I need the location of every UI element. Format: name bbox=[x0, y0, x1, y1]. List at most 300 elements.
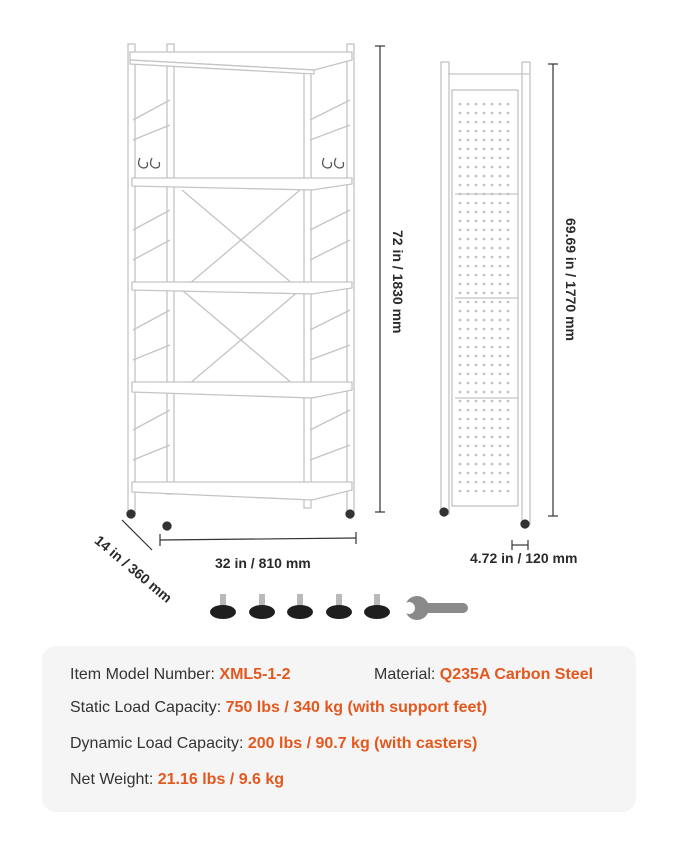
perforation-dot bbox=[499, 355, 502, 358]
perforation-dot bbox=[475, 112, 478, 115]
perforation-dot bbox=[475, 193, 478, 196]
perforation-dot bbox=[507, 400, 510, 403]
perforation-dot bbox=[459, 283, 462, 286]
perforation-dot bbox=[507, 481, 510, 484]
perforation-dot bbox=[491, 391, 494, 394]
perforation-dot bbox=[467, 373, 470, 376]
perforation-dot bbox=[507, 445, 510, 448]
perforation-dot bbox=[491, 400, 494, 403]
perforation-dot bbox=[507, 130, 510, 133]
perforation-dot bbox=[499, 283, 502, 286]
perforation-dot bbox=[491, 283, 494, 286]
folded-depth-label: 4.72 in / 120 mm bbox=[470, 550, 578, 566]
perforation-dot bbox=[507, 364, 510, 367]
height-folded-label: 69.69 in / 1770 mm bbox=[563, 218, 579, 341]
perforation-dot bbox=[491, 463, 494, 466]
perforation-dot bbox=[507, 292, 510, 295]
perforation-dot bbox=[475, 355, 478, 358]
perforation-dot bbox=[483, 427, 486, 430]
perforation-dot bbox=[491, 427, 494, 430]
perforation-dot bbox=[491, 409, 494, 412]
perforation-dot bbox=[499, 121, 502, 124]
perforation-dot bbox=[467, 427, 470, 430]
perforation-dot bbox=[467, 436, 470, 439]
perforation-dot bbox=[483, 229, 486, 232]
perforation-dot bbox=[467, 112, 470, 115]
perforation-dot bbox=[491, 346, 494, 349]
perforation-dot bbox=[507, 148, 510, 151]
perforation-dot bbox=[459, 301, 462, 304]
material-row bbox=[374, 666, 593, 684]
perforation-dot bbox=[499, 229, 502, 232]
perforation-dot bbox=[491, 310, 494, 313]
perforation-dot bbox=[491, 445, 494, 448]
perforation-dot bbox=[459, 319, 462, 322]
perforation-dot bbox=[475, 391, 478, 394]
perforation-dot bbox=[483, 175, 486, 178]
perforation-dot bbox=[475, 427, 478, 430]
perforation-dot bbox=[467, 247, 470, 250]
perforation-dot bbox=[491, 481, 494, 484]
perforation-dot bbox=[499, 400, 502, 403]
perforation-dot bbox=[467, 211, 470, 214]
model-label: Item Model Number: bbox=[70, 666, 220, 683]
perforation-dot bbox=[483, 193, 486, 196]
perforation-dot bbox=[507, 427, 510, 430]
perforation-dot bbox=[475, 220, 478, 223]
perforation-dot bbox=[475, 319, 478, 322]
net-weight-row bbox=[70, 771, 284, 789]
material-value: Q235A Carbon Steel bbox=[439, 666, 594, 683]
perforation-dot bbox=[467, 472, 470, 475]
perforation-dot bbox=[467, 382, 470, 385]
perforation-dot bbox=[491, 121, 494, 124]
perforation-dot bbox=[507, 337, 510, 340]
perforation-dot bbox=[459, 256, 462, 259]
perforation-dot bbox=[507, 193, 510, 196]
perforation-dot bbox=[499, 472, 502, 475]
perforation-dot bbox=[507, 382, 510, 385]
perforation-dot bbox=[459, 121, 462, 124]
perforation-dot bbox=[475, 364, 478, 367]
perforation-dot bbox=[483, 472, 486, 475]
perforation-dot bbox=[499, 463, 502, 466]
perforation-dot bbox=[483, 481, 486, 484]
perforation-dot bbox=[483, 247, 486, 250]
perforation-dot bbox=[491, 166, 494, 169]
perforation-dot bbox=[483, 256, 486, 259]
perforation-dot bbox=[475, 409, 478, 412]
perforation-dot bbox=[483, 382, 486, 385]
perforation-dot bbox=[499, 454, 502, 457]
perforation-dot bbox=[491, 157, 494, 160]
perforation-dot bbox=[507, 184, 510, 187]
wrench-icon bbox=[403, 596, 468, 620]
perforation-dot bbox=[499, 193, 502, 196]
perforation-dot bbox=[499, 148, 502, 151]
perforation-dot bbox=[459, 328, 462, 331]
perforation-dot bbox=[483, 337, 486, 340]
perforation-dot bbox=[467, 346, 470, 349]
perforation-dot bbox=[507, 310, 510, 313]
perforation-dot bbox=[483, 355, 486, 358]
perforation-dot bbox=[459, 382, 462, 385]
perforation-dot bbox=[499, 139, 502, 142]
perforation-dot bbox=[499, 490, 502, 493]
perforation-dot bbox=[459, 193, 462, 196]
perforation-dot bbox=[491, 184, 494, 187]
perforation-dot bbox=[491, 175, 494, 178]
perforation-dot bbox=[459, 166, 462, 169]
perforation-dot bbox=[491, 301, 494, 304]
perforation-dot bbox=[491, 139, 494, 142]
perforation-dot bbox=[491, 229, 494, 232]
perforation-dot bbox=[507, 256, 510, 259]
perforation-dot bbox=[491, 130, 494, 133]
perforation-dot bbox=[467, 220, 470, 223]
perforation-dot bbox=[475, 481, 478, 484]
perforation-dot bbox=[467, 103, 470, 106]
perforation-dot bbox=[483, 400, 486, 403]
perforation-dot bbox=[475, 184, 478, 187]
perforation-dot bbox=[491, 238, 494, 241]
static-load-label: Static Load Capacity: bbox=[70, 699, 226, 716]
perforation-dot bbox=[491, 220, 494, 223]
perforation-dot bbox=[459, 355, 462, 358]
perforation-dot bbox=[507, 238, 510, 241]
perforation-dot bbox=[499, 301, 502, 304]
perforation-dot bbox=[483, 292, 486, 295]
perforation-dot bbox=[467, 175, 470, 178]
perforation-dot bbox=[499, 346, 502, 349]
perforation-dot bbox=[475, 463, 478, 466]
perforation-dot bbox=[483, 148, 486, 151]
perforation-dot bbox=[507, 202, 510, 205]
perforation-dot bbox=[491, 256, 494, 259]
perforation-dot bbox=[475, 472, 478, 475]
perforation-dot bbox=[475, 256, 478, 259]
perforation-dot bbox=[507, 436, 510, 439]
perforation-dot bbox=[467, 445, 470, 448]
perforation-dot bbox=[475, 373, 478, 376]
perforation-dot bbox=[475, 454, 478, 457]
static-load-value: 750 lbs / 340 kg (with support feet) bbox=[225, 699, 488, 716]
perforation-dot bbox=[499, 436, 502, 439]
perforation-dot bbox=[467, 355, 470, 358]
perforation-dot bbox=[483, 130, 486, 133]
perforation-dot bbox=[499, 202, 502, 205]
perforation-dot bbox=[467, 274, 470, 277]
perforation-dot bbox=[475, 274, 478, 277]
perforation-dot bbox=[475, 265, 478, 268]
perforation-dot bbox=[467, 229, 470, 232]
perforation-dot bbox=[475, 490, 478, 493]
perforation-dot bbox=[483, 328, 486, 331]
perforation-dot bbox=[467, 328, 470, 331]
perforation-dot bbox=[459, 211, 462, 214]
leveling-feet bbox=[210, 594, 390, 619]
perforation-dot bbox=[459, 481, 462, 484]
perforation-dot bbox=[499, 220, 502, 223]
perforation-dot bbox=[483, 121, 486, 124]
spec-card bbox=[42, 646, 636, 812]
perforation-dot bbox=[467, 166, 470, 169]
perforation-dot bbox=[491, 202, 494, 205]
perforation-dot bbox=[507, 391, 510, 394]
perforation-dot bbox=[499, 292, 502, 295]
perforation-dot bbox=[467, 283, 470, 286]
perforation-dot bbox=[475, 202, 478, 205]
perforation-dot bbox=[459, 391, 462, 394]
perforation-dot bbox=[491, 103, 494, 106]
perforation-dot bbox=[459, 274, 462, 277]
perforation-dot bbox=[475, 175, 478, 178]
perforation-dot bbox=[507, 247, 510, 250]
perforation-dot bbox=[507, 418, 510, 421]
perforation-dot bbox=[459, 436, 462, 439]
perforation-dot bbox=[483, 265, 486, 268]
perforation-dot bbox=[507, 274, 510, 277]
perforation-dot bbox=[491, 292, 494, 295]
perforation-dot bbox=[483, 103, 486, 106]
perforation-dot bbox=[507, 229, 510, 232]
perforation-dot bbox=[459, 157, 462, 160]
perforation-dot bbox=[475, 157, 478, 160]
perforation-dot bbox=[507, 472, 510, 475]
width-label: 32 in / 810 mm bbox=[215, 555, 311, 571]
perforation-dot bbox=[483, 319, 486, 322]
perforation-dot bbox=[467, 481, 470, 484]
perforation-dot bbox=[499, 328, 502, 331]
perforation-dot bbox=[475, 445, 478, 448]
perforation-dot bbox=[483, 436, 486, 439]
perforation-dot bbox=[459, 409, 462, 412]
perforation-dot bbox=[483, 283, 486, 286]
perforation-dot bbox=[475, 238, 478, 241]
folded-shelf bbox=[440, 62, 530, 528]
net-weight-value: 21.16 lbs / 9.6 kg bbox=[157, 771, 285, 788]
perforation-dot bbox=[507, 409, 510, 412]
perforation-dot bbox=[483, 346, 486, 349]
perforation-dot bbox=[475, 418, 478, 421]
perforation-dot bbox=[491, 472, 494, 475]
perforation-dot bbox=[499, 130, 502, 133]
perforation-dot bbox=[491, 148, 494, 151]
perforation-dot bbox=[483, 364, 486, 367]
perforation-dot bbox=[499, 418, 502, 421]
perforation-dot bbox=[467, 418, 470, 421]
perforation-dot bbox=[467, 121, 470, 124]
perforation-dot bbox=[467, 364, 470, 367]
perforation-dot bbox=[491, 418, 494, 421]
perforation-dot bbox=[483, 418, 486, 421]
perforation-dot bbox=[499, 427, 502, 430]
perforation-dot bbox=[491, 328, 494, 331]
perforation-dot bbox=[467, 238, 470, 241]
perforation-dot bbox=[459, 112, 462, 115]
perforation-dot bbox=[467, 409, 470, 412]
perforation-dot bbox=[459, 238, 462, 241]
perforation-dot bbox=[483, 373, 486, 376]
perforation-dot bbox=[499, 364, 502, 367]
assembled-shelf bbox=[127, 44, 354, 530]
perforation-dot bbox=[483, 166, 486, 169]
dynamic-load-row bbox=[70, 735, 477, 753]
perforation-dot bbox=[467, 337, 470, 340]
perforation-dot bbox=[483, 220, 486, 223]
perforation-dot bbox=[483, 391, 486, 394]
perforation-dot bbox=[483, 490, 486, 493]
perforation-dot bbox=[467, 490, 470, 493]
perforation-dot bbox=[499, 274, 502, 277]
perforation-dot bbox=[499, 373, 502, 376]
perforation-dot bbox=[459, 472, 462, 475]
leveling-foot-icon bbox=[364, 594, 390, 619]
perforation-dot bbox=[459, 202, 462, 205]
perforation-dot bbox=[475, 166, 478, 169]
perforation-dot bbox=[507, 373, 510, 376]
perforation-dot bbox=[459, 418, 462, 421]
perforation-dot bbox=[491, 112, 494, 115]
perforation-dot bbox=[459, 103, 462, 106]
perforation-dot bbox=[459, 400, 462, 403]
perforation-dot bbox=[467, 202, 470, 205]
perforation-dot bbox=[483, 211, 486, 214]
perforation-dot bbox=[491, 247, 494, 250]
perforation-dot bbox=[491, 274, 494, 277]
perforation-dot bbox=[507, 175, 510, 178]
perforation-dot bbox=[491, 193, 494, 196]
perforation-dot bbox=[491, 373, 494, 376]
leveling-foot-icon bbox=[287, 594, 313, 619]
perforation-dot bbox=[475, 328, 478, 331]
perforation-dot bbox=[499, 256, 502, 259]
perforation-dot bbox=[507, 139, 510, 142]
perforation-dot bbox=[459, 175, 462, 178]
perforation-dot bbox=[467, 130, 470, 133]
net-weight-label: Net Weight: bbox=[70, 771, 158, 788]
perforation-dot bbox=[499, 112, 502, 115]
perforation-dot bbox=[467, 301, 470, 304]
perforation-dot bbox=[483, 454, 486, 457]
perforation-dot bbox=[475, 121, 478, 124]
perforation-dot bbox=[475, 283, 478, 286]
perforation-dot bbox=[483, 238, 486, 241]
material-label: Material: bbox=[374, 666, 440, 683]
perforation-dot bbox=[459, 130, 462, 133]
perforation-dot bbox=[467, 184, 470, 187]
perforation-dot bbox=[459, 139, 462, 142]
perforation-dot bbox=[475, 148, 478, 151]
perforation-dot bbox=[459, 373, 462, 376]
perforation-dot bbox=[507, 283, 510, 286]
perforation-dot bbox=[467, 319, 470, 322]
perforation-dot bbox=[507, 211, 510, 214]
perforation-dot bbox=[459, 490, 462, 493]
perforation-dot bbox=[491, 490, 494, 493]
perforation-dot bbox=[459, 229, 462, 232]
perforation-dot bbox=[467, 310, 470, 313]
perforation-dot bbox=[467, 256, 470, 259]
perforation-dot bbox=[475, 103, 478, 106]
perforation-dot bbox=[483, 409, 486, 412]
perforation-dot bbox=[507, 346, 510, 349]
perforation-dot bbox=[475, 400, 478, 403]
perforation-dot bbox=[499, 319, 502, 322]
perforation-dot bbox=[483, 445, 486, 448]
perforation-dot bbox=[499, 157, 502, 160]
perforation-dot bbox=[475, 382, 478, 385]
perforation-dot bbox=[483, 202, 486, 205]
perforation-dot bbox=[491, 265, 494, 268]
perforation-dot bbox=[475, 310, 478, 313]
perforation-dot bbox=[475, 292, 478, 295]
perforation-dot bbox=[499, 310, 502, 313]
perforation-dot bbox=[507, 265, 510, 268]
perforation-dot bbox=[467, 193, 470, 196]
perforation-dot bbox=[467, 463, 470, 466]
perforation-dot bbox=[467, 454, 470, 457]
leveling-foot-icon bbox=[210, 594, 236, 619]
static-load-row bbox=[70, 699, 487, 717]
perforation-dot bbox=[491, 364, 494, 367]
perforation-dot bbox=[483, 139, 486, 142]
perforation-dot bbox=[491, 211, 494, 214]
perforation-dot bbox=[499, 391, 502, 394]
perforation-dot bbox=[483, 310, 486, 313]
perforation-dot bbox=[499, 166, 502, 169]
perforation-dot bbox=[459, 292, 462, 295]
perforation-dot bbox=[483, 463, 486, 466]
leveling-foot-icon bbox=[326, 594, 352, 619]
model-row bbox=[70, 666, 291, 684]
perforation-dot bbox=[459, 310, 462, 313]
perforation-dot bbox=[475, 337, 478, 340]
perforation-dot bbox=[475, 130, 478, 133]
perforation-dot bbox=[459, 427, 462, 430]
perforation-dot bbox=[507, 112, 510, 115]
perforation-dot bbox=[507, 355, 510, 358]
perforation-dot bbox=[459, 184, 462, 187]
perforation-dot bbox=[459, 463, 462, 466]
perforation-dot bbox=[507, 319, 510, 322]
perforation-dot bbox=[499, 409, 502, 412]
height-assembled-label: 72 in / 1830 mm bbox=[390, 230, 406, 334]
perforation-dot bbox=[475, 139, 478, 142]
perforation-dot bbox=[475, 301, 478, 304]
perforation-dot bbox=[507, 103, 510, 106]
perforation-dot bbox=[499, 481, 502, 484]
perforation-dot bbox=[459, 247, 462, 250]
perforation-dot bbox=[459, 265, 462, 268]
perforation-dot bbox=[507, 220, 510, 223]
model-value: XML5-1-2 bbox=[219, 666, 291, 683]
perforation-dot bbox=[499, 247, 502, 250]
perforation-dot bbox=[459, 445, 462, 448]
perforation-dot bbox=[507, 454, 510, 457]
perforation-dot bbox=[491, 319, 494, 322]
perforation-dot bbox=[467, 148, 470, 151]
perforation-dot bbox=[475, 436, 478, 439]
perforation-dot bbox=[491, 337, 494, 340]
perforation-dot bbox=[499, 184, 502, 187]
perforation-dot bbox=[499, 103, 502, 106]
perforation-dot bbox=[483, 157, 486, 160]
perforation-dot bbox=[475, 211, 478, 214]
depth-label: 14 in / 360 mm bbox=[91, 532, 176, 606]
perforation-dot bbox=[459, 454, 462, 457]
perforation-dot bbox=[499, 265, 502, 268]
